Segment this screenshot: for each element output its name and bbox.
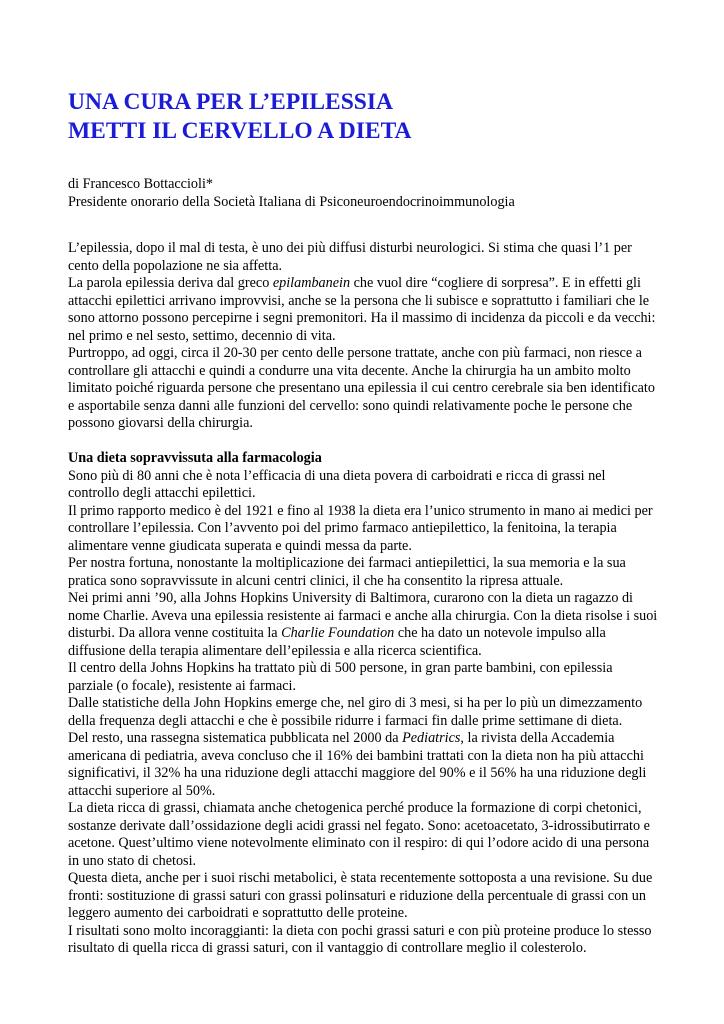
article-title [68,88,658,146]
author-role: Presidente onorario della Società Italiana di Psiconeuroendocrinoimmunologia [68,193,515,210]
title-line-1: UNA CURA PER L’EPILESSIA [68,89,393,115]
paragraph: La parola epilessia deriva dal greco epilambanein che vuol dire “cogliere di sorpresa”. E in effetti gli attacchi epilettici arrivano improvvisi, anche se la persona che li subisce e soprattutto i familiari che le sono attorno possono percepirne i segni premonitori. Ha il massimo di incidenza da piccoli e da vecchi: nel primo e nel sesto, settimo, decennio di vita. [68,275,656,344]
paragraph: Il centro della Johns Hopkins ha trattato più di 500 persone, in gran parte bambini, con epilessia parziale (o focale), resistente ai farmaci. [68,660,613,694]
article-body [68,240,658,958]
greek-term: epilambanein [272,275,351,291]
paragraph: Per nostra fortuna, nonostante la moltiplicazione dei farmaci antiepilettici, la sua memoria e la sua pratica sono sopravvissute in alcuni centri clinici, il che ha consentito la ripresa attuale. [68,555,626,589]
paragraph: La dieta ricca di grassi, chiamata anche chetogenica perché produce la formazione di corpi chetonici, sostanze derivate dall’ossidazione degli acidi grassi nel fegato. Sono: acetoacetato, 3-idrossibutirrato e acetone. Quest’ultimo viene notevolmente eliminato con il respiro: di qui l’odore acido di una persona in uno stato di chetosi. [68,800,650,869]
foundation-name: Charlie Foundation [281,625,395,641]
paragraph: Nei primi anni ’90, alla Johns Hopkins University di Baltimora, curarono con la dieta un ragazzo di nome Charlie. Aveva una epilessia resistente ai farmaci e anche alla chirurgia. Con la dieta risolse i suoi disturbi. Da allora venne costituita la Charlie Foundation che ha dato un notevole impulso alla diffusione della terapia alimentare dell’epilessia e alla ricerca scientifica. [68,590,658,659]
section-heading: Una dieta sopravvissuta alla farmacologia [68,450,322,466]
paragraph: Del resto, una rassegna sistematica pubblicata nel 2000 da Pediatrics, la rivista della Accademia americana di pediatria, aveva concluso che il 16% dei bambini trattati con la dieta non ha più attacchi significativi, il 32% ha una riduzione degli attacchi maggiore del 90% e il 56% ha una riduzione degli attacchi superiore al 50%. [68,730,647,799]
author: di Francesco Bottaccioli* [68,176,213,192]
byline [68,176,658,211]
paragraph: Purtroppo, ad oggi, circa il 20-30 per cento delle persone trattate, anche con più farmaci, non riesce a controllare gli attacchi e quindi a condurre una vita decente. Anche la chirurgia ha un ambito molto limitato poiché riguarda persone che presentano una epilessia il cui centro cerebrale sia ben identificato e asportabile senza danni alle funzioni del cervello: sono quindi relativamente poche le persone che possono giovarsi della chirurgia. [68,345,655,431]
document-page [68,88,658,958]
title-line-2: METTI IL CERVELLO A DIETA [68,118,412,144]
paragraph: Il primo rapporto medico è del 1921 e fino al 1938 la dieta era l’unico strumento in mano ai medici per controllare l’epilessia. Con l’avvento poi del primo farmaco antiepilettico, la fenitoina, la terapia alimentare venne giudicata superata e quindi messa da parte. [68,502,653,554]
paragraph: Sono più di 80 anni che è nota l’efficacia di una dieta povera di carboidrati e ricca di grassi nel controllo degli attacchi epilettici. [68,467,606,501]
paragraph: I risultati sono molto incoraggianti: la dieta con pochi grassi saturi e con più proteine produce lo stesso risultato di quella ricca di grassi saturi, con il vantaggio di controllare meglio il colesterolo. [68,922,652,956]
paragraph: L’epilessia, dopo il mal di testa, è uno dei più diffusi disturbi neurologici. Si stima che quasi l’1 per cento della popolazione ne sia affetta. [68,240,632,274]
journal-name: Pediatrics [402,730,461,746]
paragraph: Dalle statistiche della John Hopkins emerge che, nel giro di 3 mesi, si ha per lo più un dimezzamento della frequenza degli attacchi e che è possibile ridurre i farmaci fin dalle prime settimane di dieta. [68,695,643,729]
paragraph: Questa dieta, anche per i suoi rischi metabolici, è stata recentemente sottoposta a una revisione. Su due fronti: sostituzione di grassi saturi con grassi polinsaturi e riduzione della percentuale di grassi con un leggero aumento dei carboidrati e soprattutto delle proteine. [68,870,653,921]
